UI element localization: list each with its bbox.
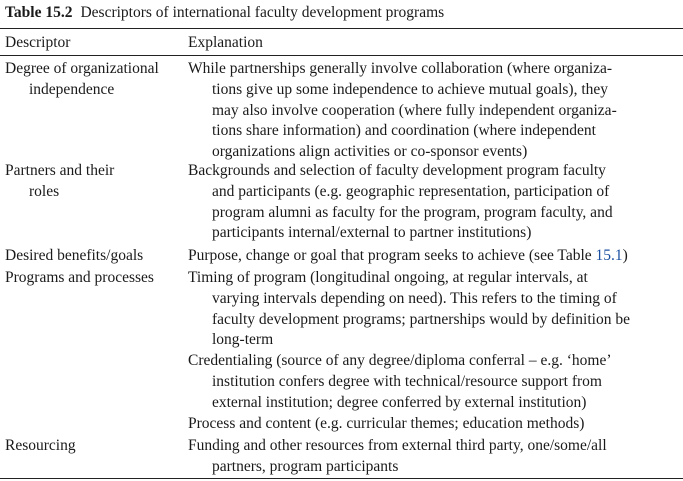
explanation-line: partners, program participants	[212, 457, 399, 475]
descriptor-line: Resourcing	[5, 437, 76, 454]
row-4-explanation-block-1	[188, 268, 630, 351]
header-explanation: Explanation	[188, 34, 263, 51]
row-4-explanation-block-3	[188, 414, 584, 435]
descriptor-line: roles	[29, 182, 60, 200]
explanation-line: Process and content (e.g. curricular themes; education methods)	[188, 415, 585, 432]
descriptor-line: Partners and their	[5, 162, 115, 179]
row-1-descriptor	[5, 59, 159, 101]
explanation-line: participants internal/external to partner institutions)	[212, 224, 532, 242]
explanation-text: Purpose, change or goal that program seeks to achieve (see Table	[188, 247, 596, 264]
table-bottom-rule	[0, 478, 683, 479]
explanation-line: tions share information) and coordination (where independent	[212, 122, 596, 140]
row-4-explanation-block-2	[188, 351, 612, 413]
descriptor-line: Programs and processes	[5, 269, 154, 286]
explanation-line: Timing of program (longitudinal ongoing, at regular intervals, at	[188, 269, 588, 286]
row-2-descriptor	[5, 161, 114, 203]
row-5-explanation	[188, 436, 607, 478]
row-2-explanation	[188, 161, 613, 244]
row-1-explanation	[188, 59, 617, 163]
explanation-line: may also involve cooperation (where fully independent organiza-	[212, 101, 617, 119]
row-3-descriptor	[5, 246, 143, 267]
explanation-line: institution confers degree with technical/resource support from	[212, 372, 602, 390]
descriptor-line: Degree of organizational	[5, 60, 159, 77]
header-descriptor: Descriptor	[5, 34, 71, 51]
explanation-line: long-term	[212, 331, 274, 349]
explanation-line: and participants (e.g. geographic representation, participation of	[212, 182, 610, 200]
table-header-rule	[0, 55, 683, 56]
explanation-line: While partnerships generally involve collaboration (where organiza-	[188, 60, 613, 77]
explanation-line: Funding and other resources from external third party, one/some/all	[188, 437, 607, 454]
table-reference-link[interactable]: 15.1	[595, 247, 623, 264]
explanation-line: program alumni as faculty for the program, program faculty, and	[212, 203, 613, 221]
explanation-line: organizations align activities or co-sponsor events)	[212, 143, 528, 161]
explanation-text-end: )	[622, 247, 628, 264]
descriptor-line: independence	[29, 80, 115, 98]
explanation-line: external institution; degree conferred by external institution)	[212, 393, 587, 411]
explanation-line: Credentialing (source of any degree/diploma conferral – e.g. ‘home’	[188, 352, 612, 369]
row-4-descriptor	[5, 268, 154, 289]
table-top-rule	[0, 28, 683, 29]
explanation-line: Backgrounds and selection of faculty development program faculty	[188, 162, 606, 179]
explanation-line	[188, 246, 628, 267]
explanation-line: faculty development programs; partnerships would by definition be	[212, 310, 630, 328]
table-title: Descriptors of international faculty development programs	[80, 4, 445, 21]
explanation-line: varying intervals depending on need). This refers to the timing of	[212, 289, 617, 307]
descriptor-line: Desired benefits/goals	[5, 247, 144, 264]
row-5-descriptor	[5, 436, 76, 457]
table-number: Table 15.2	[5, 4, 73, 21]
row-3-explanation	[188, 246, 628, 267]
table-caption	[5, 3, 444, 23]
explanation-line: tions give up some independence to achieve mutual goals), they	[212, 80, 608, 98]
